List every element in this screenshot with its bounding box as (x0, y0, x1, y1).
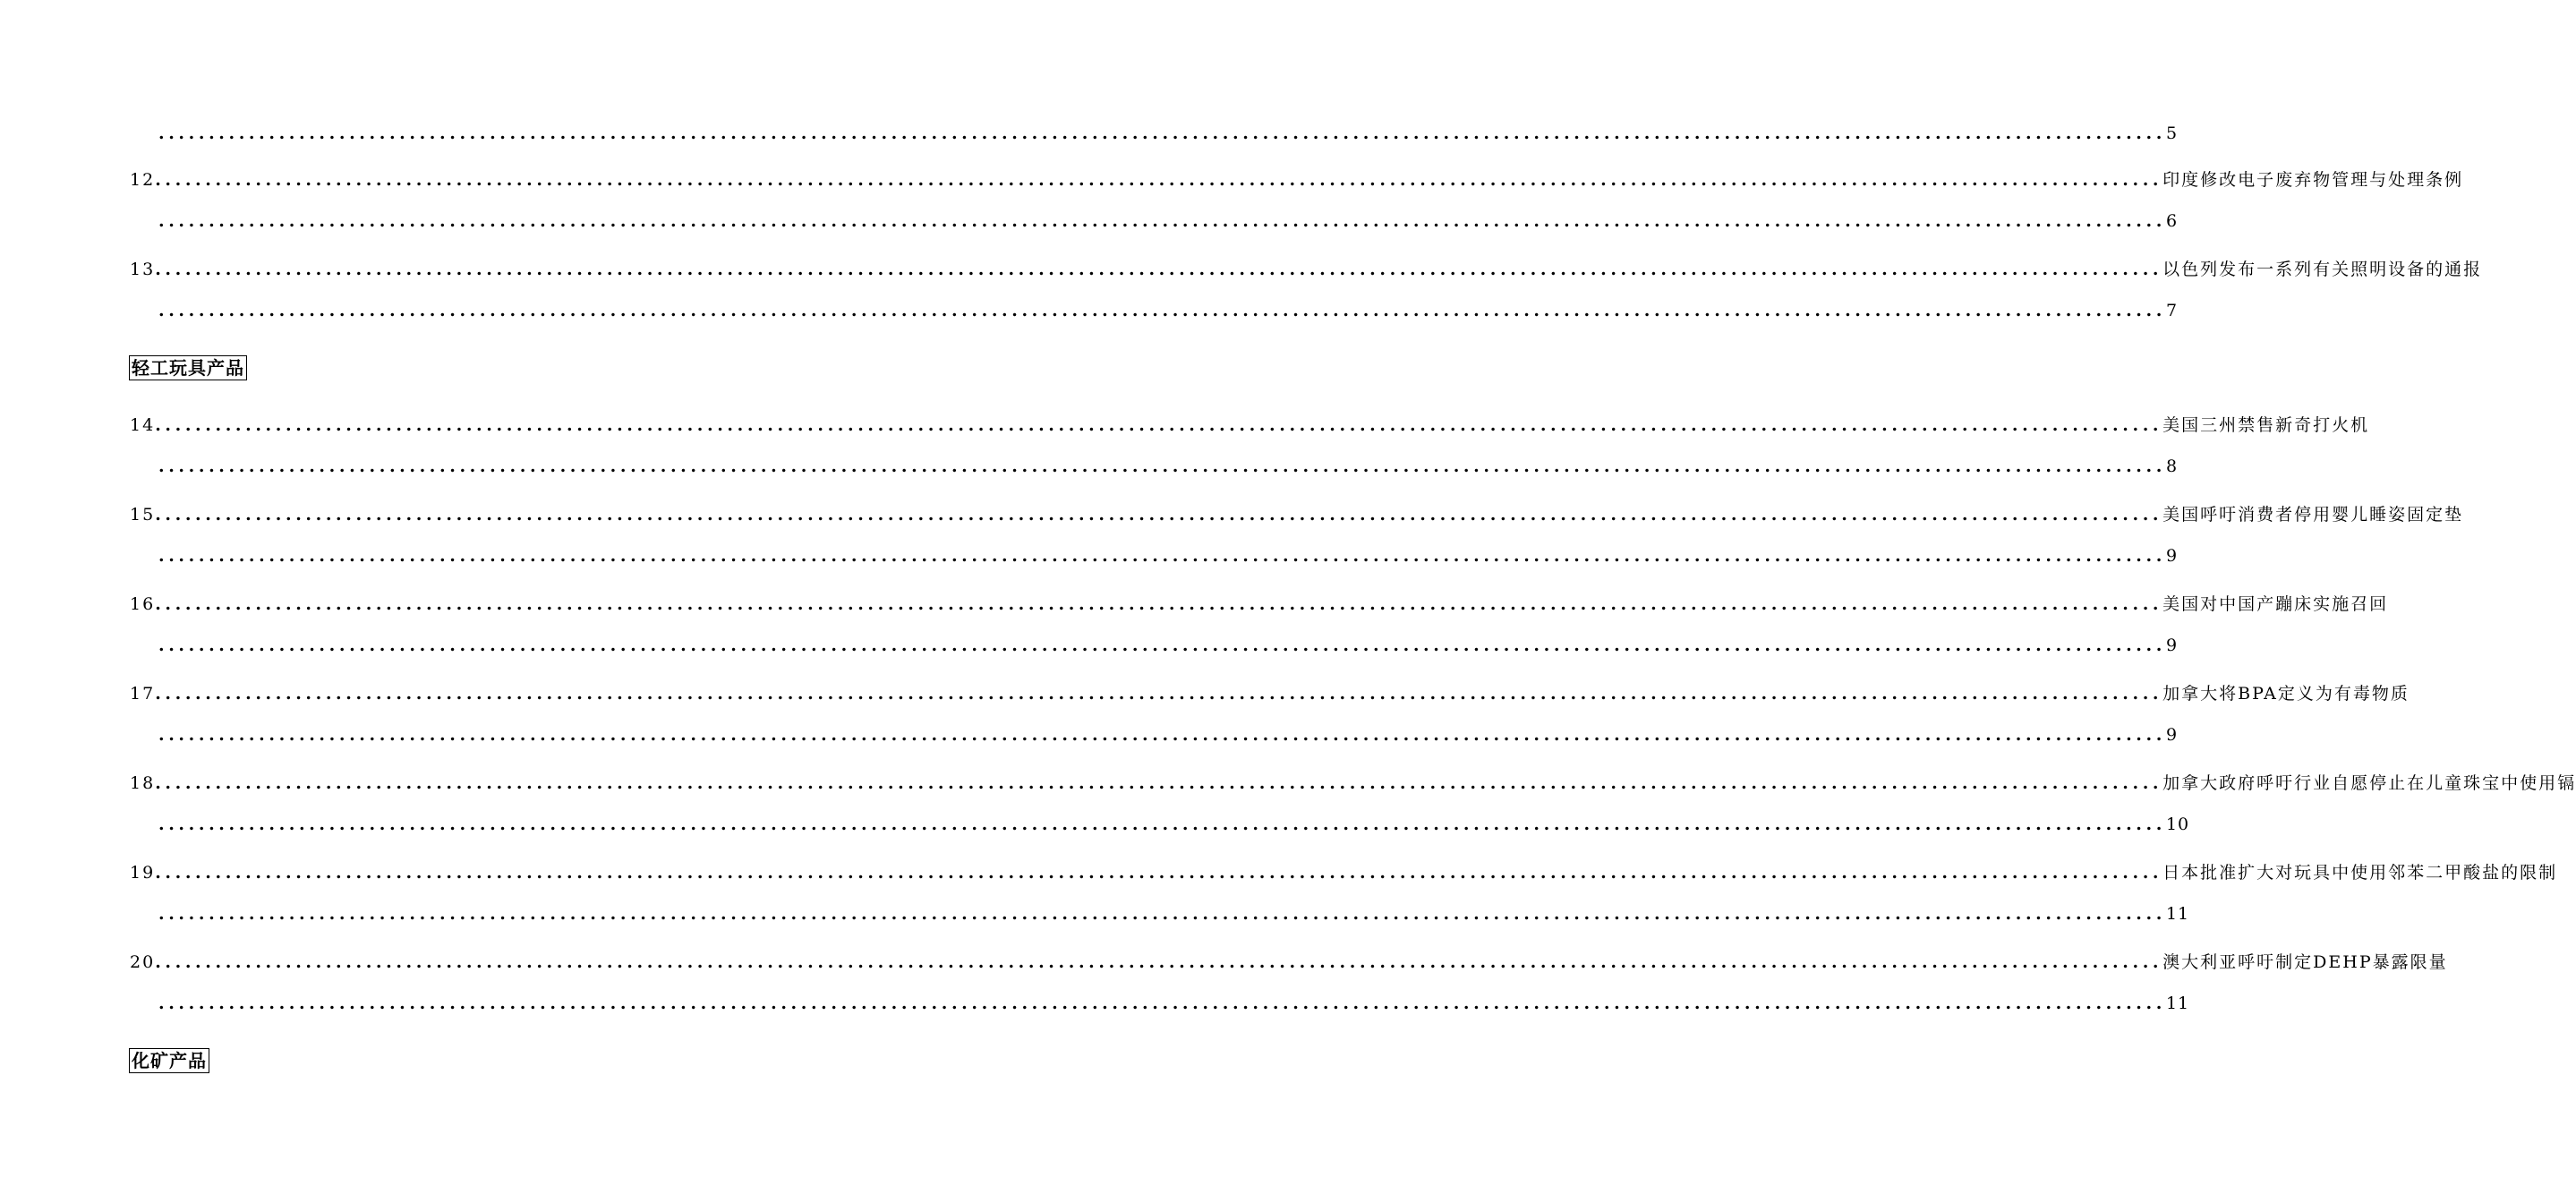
entry-title: 澳大利亚呼吁制定DEHP暴露限量 (2162, 952, 2448, 972)
leader-dots: ........................................................................................................................................................................................................ (155, 594, 2163, 614)
toc-entry-18-page-line[interactable] (158, 815, 2190, 841)
toc-entry-17-page-line[interactable] (158, 725, 2179, 752)
page-number: 11 (2165, 904, 2190, 924)
entry-number: 18 (130, 773, 156, 793)
toc-entry-14[interactable] (130, 412, 2370, 439)
toc-entry-16[interactable] (130, 591, 2389, 618)
toc-entry-19-page-line[interactable] (158, 904, 2190, 931)
leader-dots: ........................................................................................................................................................................................................ (158, 994, 2166, 1013)
leader-dots: ........................................................................................................................................................................................................ (155, 505, 2163, 525)
toc-entry-12[interactable] (130, 166, 2464, 193)
page-number: 7 (2165, 301, 2179, 320)
entry-number: 16 (130, 594, 156, 614)
entry-number: 19 (130, 863, 156, 883)
page-number: 6 (2165, 211, 2179, 231)
leader-dots: ........................................................................................................................................................................................................ (158, 124, 2166, 143)
entry-number: 14 (130, 415, 156, 435)
leader-dots: ........................................................................................................................................................................................................ (158, 301, 2166, 320)
toc-entry-15[interactable] (130, 501, 2464, 528)
page-number: 11 (2165, 994, 2190, 1013)
leader-dots: ........................................................................................................................................................................................................ (155, 170, 2163, 190)
page-number: 5 (2165, 124, 2179, 143)
page-number: 10 (2165, 815, 2190, 834)
leader-dots: ........................................................................................................................................................................................................ (158, 725, 2166, 745)
toc-entry-13[interactable] (130, 256, 2483, 283)
leader-dots: ........................................................................................................................................................................................................ (155, 684, 2163, 704)
entry-title: 美国三州禁售新奇打火机 (2162, 415, 2370, 435)
page-number: 9 (2165, 546, 2179, 566)
page-number: 9 (2165, 636, 2179, 655)
leader-dots: ........................................................................................................................................................................................................ (158, 815, 2166, 834)
toc-entry-17[interactable] (130, 680, 2410, 707)
entry-number: 17 (130, 684, 156, 704)
entry-title: 加拿大政府呼吁行业自愿停止在儿童珠宝中使用镉 (2162, 773, 2576, 793)
leader-dots: ........................................................................................................................................................................................................ (158, 456, 2166, 476)
leader-dots: ........................................................................................................................................................................................................ (155, 863, 2163, 883)
entry-title: 以色列发布一系列有关照明设备的通报 (2162, 260, 2483, 279)
entry-title: 美国对中国产蹦床实施召回 (2162, 594, 2389, 614)
leader-dots: ........................................................................................................................................................................................................ (155, 260, 2163, 279)
toc-entry-16-page-line[interactable] (158, 636, 2179, 662)
toc-entry-19[interactable] (130, 859, 2558, 886)
toc-entry-20[interactable] (130, 949, 2448, 976)
entry-title: 加拿大将BPA定义为有毒物质 (2162, 684, 2410, 704)
leader-dots: ........................................................................................................................................................................................................ (158, 636, 2166, 655)
entry-number: 13 (130, 260, 156, 279)
leader-dots: ........................................................................................................................................................................................................ (155, 773, 2163, 793)
toc-entry-20-page-line[interactable] (158, 994, 2190, 1020)
leader-dots: ........................................................................................................................................................................................................ (158, 904, 2166, 924)
toc-continuation-line[interactable] (158, 124, 2179, 150)
section-heading-chemical-mineral: 化矿产品 (129, 1048, 209, 1073)
leader-dots: ........................................................................................................................................................................................................ (155, 952, 2163, 972)
entry-title: 日本批准扩大对玩具中使用邻苯二甲酸盐的限制 (2162, 863, 2558, 883)
leader-dots: ........................................................................................................................................................................................................ (158, 211, 2166, 231)
entry-title: 美国呼吁消费者停用婴儿睡姿固定垫 (2162, 505, 2464, 525)
section-heading-light-industry-toys: 轻工玩具产品 (129, 355, 247, 380)
toc-entry-15-page-line[interactable] (158, 546, 2179, 573)
entry-number: 20 (130, 952, 156, 972)
toc-entry-13-page-line[interactable] (158, 301, 2179, 328)
leader-dots: ........................................................................................................................................................................................................ (155, 415, 2163, 435)
leader-dots: ........................................................................................................................................................................................................ (158, 546, 2166, 566)
page-number: 8 (2165, 456, 2179, 476)
entry-title: 印度修改电子废弃物管理与处理条例 (2162, 170, 2464, 190)
toc-entry-18[interactable] (130, 770, 2576, 797)
toc-entry-14-page-line[interactable] (158, 456, 2179, 483)
toc-entry-12-page-line[interactable] (158, 211, 2179, 238)
entry-number: 15 (130, 505, 156, 525)
page-number: 9 (2165, 725, 2179, 745)
entry-number: 12 (130, 170, 156, 190)
